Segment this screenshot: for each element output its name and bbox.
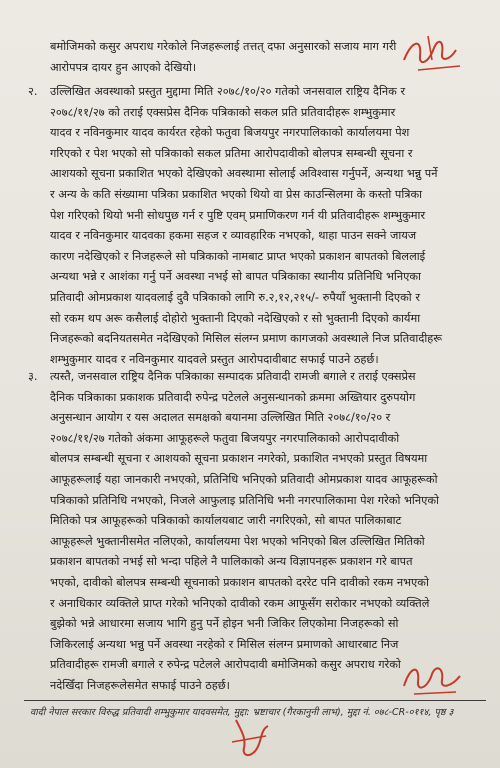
text-line: बोलपत्र सम्बन्धी सूचना र आशयको सूचना प्रकाशन नगरेको, प्रकाशित नभएको प्रस्तुत विषयमा: [50, 452, 428, 466]
paragraph-3: [28, 367, 486, 697]
text-line: पेश गरिएको थियो भनी सोधपुछ गर्न र पुष्टि एवम् प्रमाणिकरण गर्न यी प्रतिवादीहरू शम्भुकुमार: [50, 208, 426, 222]
text-line: प्रतिवादीहरू रामजी बगाले र रुपेन्द्र पटेलले आरोपदावी बमोजिमको कसुर अपराध गरेको: [50, 658, 401, 672]
text-line: निजहरूको बदनियतसमेत नदेखिएको मिसिल संलग्न प्रमाण कागजको अवस्थाले निज प्रतिवादीहरू: [50, 332, 443, 346]
text-line: सो रकम थप अरू कसैलाई दोहोरो भुक्तानी दिएको नदेखिएको र सो भुक्तानी दिएको कार्यमा: [50, 311, 421, 325]
signature-footer-right: [398, 658, 468, 702]
text-line: र अनाधिकार व्यक्तिले प्राप्त गरेको भनिएको दावीको रकम आफूसँग सरोकार नभएको व्यक्तिले: [50, 596, 430, 610]
text-line: गरिएको र पेश भएको सो पत्रिकाको सकल प्रतिमा आरोपदावीको बोलपत्र सम्बन्धी सूचना र: [50, 146, 413, 160]
text-line: शम्भुकुमार यादव र नविनकुमार यादवले प्रस्तुत आरोपदावीबाट सफाई पाउने ठहर्छ।: [50, 352, 379, 366]
text-line: र अन्य के कति संख्यामा पत्रिका प्रकाशित भएको थियो वा प्रेस काउन्सिलमा के कस्तो पत्रिका: [50, 187, 423, 201]
text-line: यादव र नविनकुमार यादव कार्यरत रहेको फतुवा बिजयपुर नगरपालिकाको कार्यालयमा पेश: [50, 126, 410, 140]
signature-top: [398, 30, 468, 78]
text-line: आशयको सूचना प्रकाशित भएको देखिएको अवस्थामा सोलाई अविश्वास गर्नुपर्ने, अन्यथा भन्नु पर्ने: [50, 167, 438, 181]
page-footer: वादी नेपाल सरकार विरुद्ध प्रतिवादी शम्भुकुमार यादवसमेत, मुद्दा: भ्रष्टाचार (गैरकानुनी लाभ), मुद्दा नं. ०७८-CR-०११४, पृष्ठ ३: [30, 707, 454, 718]
text-line: आरोपपत्र दायर हुन आएको देखियो।: [50, 60, 197, 74]
text-line: मितिको पत्र आफूहरूको पत्रिकाको कार्यालयबाट जारी नगरिएको, सो बापत पालिकाबाट: [50, 514, 402, 528]
text-line: भएको, दावीको बोलपत्र सम्बन्धी सूचनाको प्रकाशन बापतको दररेट पनि दावीको रकम नभएको: [50, 575, 429, 589]
text-line: अन्यथा भन्ने र आशंका गर्नु पर्ने अवस्था नभई सो बापत पत्रिकाका स्थानीय प्रतिनिधि भनिएका: [50, 270, 421, 284]
text-line: जिकिरलाई अन्यथा भन्नु पर्ने अवस्था नरहेको र मिसिल संलग्न प्रमाणको आधारबाट निज: [50, 637, 399, 651]
text-line: प्रकाशन बापतको नभई सो भन्दा पहिले नै पालिकाको अन्य विज्ञापनहरू प्रकाशन गरे बापत: [50, 555, 413, 569]
signature-bottom: [228, 712, 274, 764]
text-line: उल्लिखित अवस्थाको प्रस्तुत मुद्दामा मिति २०७८/१०/२० गतेको जनसवाल राष्ट्रिय दैनिक र: [50, 85, 406, 98]
text-line: आफूहरूलाई यहा जानकारी नभएको, प्रतिनिधि भनिएको प्रतिवादी ओमप्रकाश यादव आफूहरूको: [50, 472, 438, 486]
paragraph-number: २.: [28, 85, 38, 98]
text-line: कारण नदेखिएको र निजहरूले सो पत्रिकाको नामबाट प्राप्त भएको प्रकाशन बापतको बिललाई: [50, 249, 426, 263]
text-line: दैनिक पत्रिकाका प्रकाशक प्रतिवादी रुपेन्द्र पटेलले अनुसन्धानको क्रममा अख्तियार दुरुपयोग: [50, 390, 416, 404]
text-line: प्रतिवादी ओमप्रकाश यादवलाई दुवै पत्रिकाको लागि रु.२,१२,२१५/- रुपैयाँ भुक्तानी दिएको र: [50, 290, 420, 304]
text-line: २०७८/११/२७ गतेको अंकमा आफूहरूले फतुवा बिजयपुर नगरपालिकाको आरोपदावीको: [50, 431, 400, 445]
text-line: २०७८/११/२७ को तराई एक्सप्रेस दैनिक पत्रिकाको सकल प्रति प्रतिवादीहरू शम्भुकुमार: [50, 105, 396, 119]
text-line: आफूहरूले भुक्तानीसमेत नलिएको, कार्यालयमा पेश भएको भनिएको बिल उल्लिखित मितिको: [50, 534, 425, 548]
text-line: बमोजिमको कसुर अपराध गरेकोले निजहरूलाई तत्तत् दफा अनुसारको सजाय माग गरी: [50, 40, 397, 53]
text-line: अनुसन्धान आयोग र यस अदालत समक्षको बयानमा उल्लिखित मिति २०७८/१०/२० र: [50, 411, 391, 425]
paragraph-2: [28, 82, 486, 370]
text-line: पत्रिकाको प्रतिनिधि नभएको, निजले आफुलाइ प्रतिनिधि भनी नगरपालिकामा पेश गरेको भनिएको: [50, 493, 439, 507]
text-line: बुझेको भन्ने आधारमा सजाय भागि हुनु पर्ने होइन भनी जिकिर लिएकोमा निजहरूको सो: [50, 617, 399, 631]
paragraph-number: ३.: [28, 370, 38, 383]
text-line: नदेखिँदा निजहरूलेसमेत सफाई पाउने ठहर्छ।: [50, 678, 230, 692]
text-line: त्यस्तै, जनसवाल राष्ट्रिय दैनिक पत्रिकाका सम्पादक प्रतिवादी रामजी बगाले र तराई एक्सप्रेस: [50, 370, 416, 383]
text-line: यादव र नविनकुमार यादवका हकमा सहज र व्यावहारिक नभएको, थाहा पाउन सक्ने जायज: [50, 229, 417, 243]
